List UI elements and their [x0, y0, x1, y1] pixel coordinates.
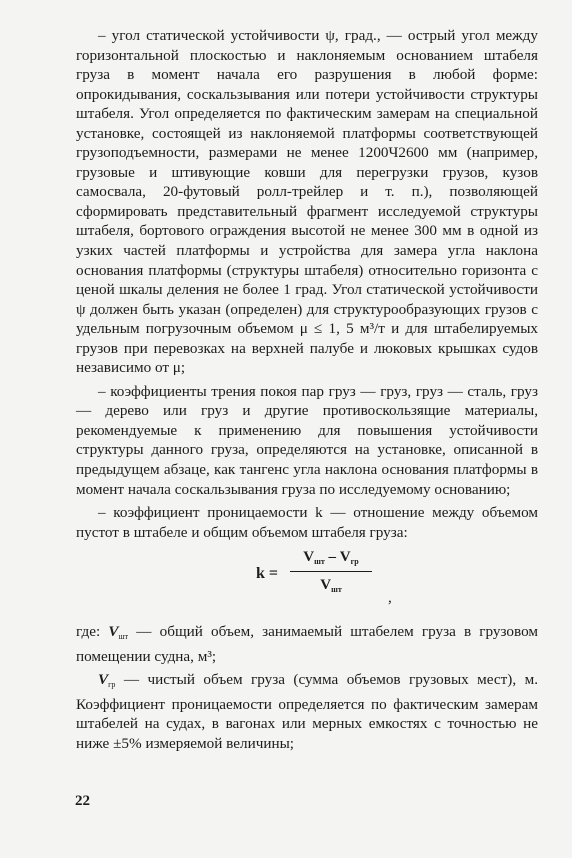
formula-numerator: $V_{шт} - V_{гр}$ [303, 549, 359, 567]
page-body [76, 26, 538, 754]
fraction-bar [290, 571, 372, 572]
formula-comma: , [388, 589, 392, 607]
definition-v-cargo: $V_{гр}$ — чистый объем груза (сумма объемов грузовых мест), м. Коэффициент проницаемости определяется по фактическим замерам штабелей на судах, в вагонах или мерных емкостях с точностью не ниже ±5% измеряемой величины; [76, 671, 538, 752]
paragraph-static-stability: – угол статической устойчивости ψ, град., — острый угол между горизонтальной плоскостью и наклоняемым основанием штабеля груза в момент начала его разрушения в любой форме: опрокидывания, соскальзывания или потери устойчивости структуры штабеля. Угол определяется по фактическим замерам на специальной установке, состоящей из наклоняемой платформы соответствующей грузоподъемности, размерами не менее 1200Ч2600 мм (например, грузовые и штивующие ковши для перегрузки грузов, кузов самосвала, 20-футовый ролл-трейлер и т. п.), позволяющей сформировать представительный фрагмент исследуемой структуры штабеля, бортового ограждения высотой не менее 300 мм в одной из узких частей платформы и устройства для замера угла наклона основания платформы (структуры штабеля) относительно горизонта с ценой шкалы деления не более 1 град. Угол статической устойчивости ψ должен быть указан (определен) для структурообразующих грузов с удельным погрузочным объемом μ ≤ 1, 5 м³/т и для штабелируемых грузов при перевозках на верхней палубе и люковых крышках судов независимо от μ; [76, 27, 538, 377]
definition-v-total: где: $V_{шт}$ — общий объем, занимаемый штабелем груза в грузовом помещении судна, м³; [76, 623, 538, 665]
formula-fraction [290, 548, 372, 600]
permeability-formula [76, 548, 538, 614]
formula-denominator: $V_{шт}$ [320, 577, 342, 595]
paragraph-permeability: – коэффициент проницаемости k — отношение между объемом пустот в штабеле и общим объемом штабеля груза: [76, 504, 538, 541]
formula-lhs: k = [256, 565, 279, 583]
page-number: 22 [75, 793, 90, 809]
paragraph-friction: – коэффициенты трения покоя пар груз — груз, груз — сталь, груз — дерево или груз и другие противоскользящие материалы, рекомендуемые к применению для повышения устойчивости структуры данного груза, определяются на установке, описанной в предыдущем абзаце, как тангенс угла наклона основания платформы в момент начала соскальзывания груза по исследуемому основанию; [76, 382, 538, 498]
